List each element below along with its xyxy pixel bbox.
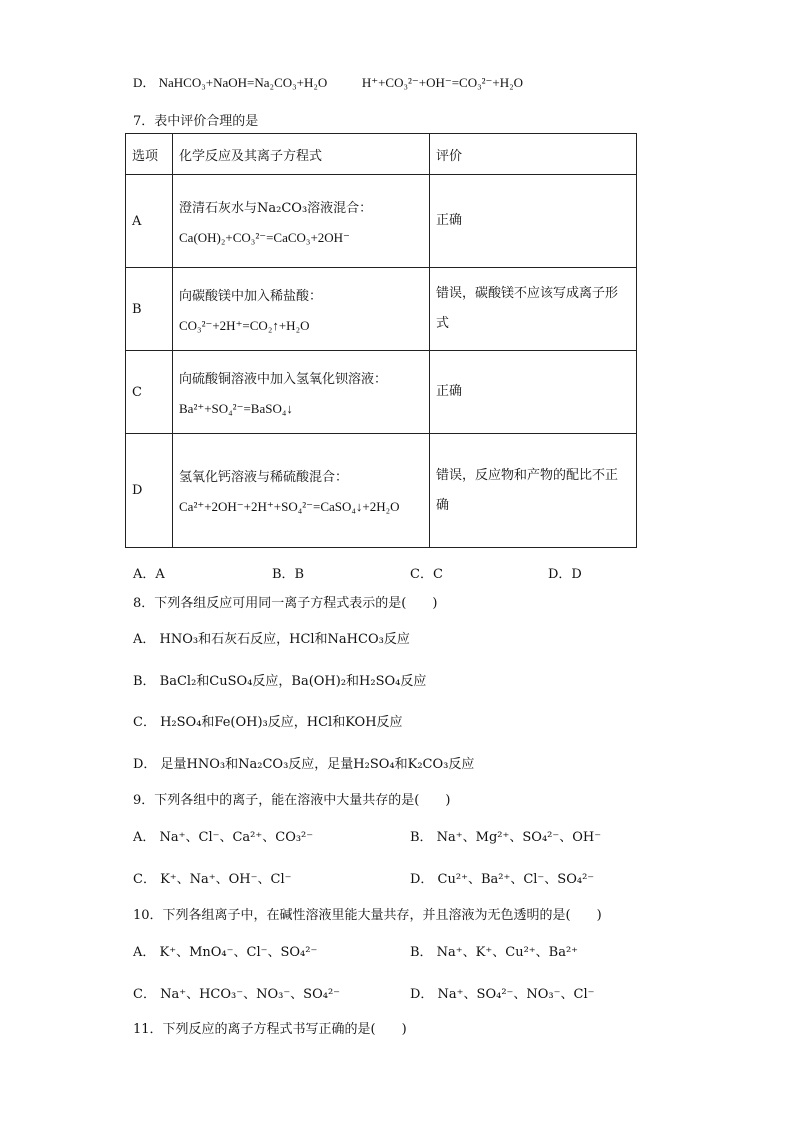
q7-table: [125, 133, 637, 548]
q9-option-a[interactable]: A． Na⁺、Cl⁻、Ca²⁺、CO₃²⁻: [133, 830, 314, 845]
equation-ionic: H⁺+CO₃²⁻+OH⁻=CO₃²⁻+H₂O: [361, 75, 524, 90]
row-reaction-cell: [173, 268, 430, 351]
table-row: [126, 268, 637, 351]
option-label: D．: [133, 75, 156, 90]
row-evaluation: 错误，反应物和产物的配比不正确: [430, 434, 637, 548]
row-equation: CO₃²⁻+2H⁺=CO₂↑+H₂O: [179, 317, 310, 333]
table-row: [126, 175, 637, 268]
q10-option-d[interactable]: D． Na⁺、SO₄²⁻、NO₃⁻、Cl⁻: [410, 987, 595, 1002]
row-evaluation: 错误，碳酸镁不应该写成离子形式: [430, 268, 637, 351]
q9-stem: 9．下列各组中的离子，能在溶液中大量共存的是( ): [133, 793, 451, 808]
q7-answer-d[interactable]: D．D: [548, 567, 582, 582]
q9-option-c[interactable]: C． K⁺、Na⁺、OH⁻、Cl⁻: [133, 872, 292, 887]
equation-molecular: NaHCO₃+NaOH=Na₂CO₃+H₂O: [158, 75, 328, 90]
q7-answer-b[interactable]: B．B: [272, 567, 305, 582]
q8-option-a[interactable]: A． HNO₃和石灰石反应，HCl和NaHCO₃反应: [133, 632, 410, 647]
row-option: A: [126, 175, 173, 268]
row-reaction-cell: [173, 351, 430, 434]
q8-option-c[interactable]: C． H₂SO₄和Fe(OH)₃反应，HCl和KOH反应: [133, 715, 403, 730]
row-option: B: [126, 268, 173, 351]
q10-option-b[interactable]: B． Na⁺、K⁺、Cu²⁺、Ba²⁺: [410, 945, 579, 960]
row-reaction: 向碳酸镁中加入稀盐酸：: [179, 288, 323, 304]
row-reaction-cell: [173, 434, 430, 548]
q10-stem: 10．下列各组离子中，在碱性溶液里能大量共存，并且溶液为无色透明的是( ): [133, 908, 602, 923]
row-reaction: 澄清石灰水与Na₂CO₃溶液混合：: [179, 200, 373, 216]
header-evaluation: 评价: [430, 134, 637, 175]
row-reaction-cell: [173, 175, 430, 268]
table-header-row: [126, 134, 637, 175]
row-evaluation: 正确: [430, 351, 637, 434]
table-row: [126, 434, 637, 548]
row-reaction: 氢氧化钙溶液与稀硫酸混合：: [179, 470, 349, 485]
q8-option-b[interactable]: B． BaCl₂和CuSO₄反应，Ba(OH)₂和H₂SO₄反应: [133, 674, 427, 689]
header-option: 选项: [126, 134, 173, 175]
row-reaction: 向硫酸铜溶液中加入氢氧化钡溶液：: [179, 371, 388, 387]
q9-option-d[interactable]: D． Cu²⁺、Ba²⁺、Cl⁻、SO₄²⁻: [410, 872, 595, 887]
row-equation: Ba²⁺+SO₄²⁻=BaSO₄↓: [179, 400, 293, 416]
q10-option-c[interactable]: C． Na⁺、HCO₃⁻、NO₃⁻、SO₄²⁻: [133, 987, 341, 1002]
q11-stem: 11．下列反应的离子方程式书写正确的是( ): [133, 1022, 407, 1037]
prev-question-option-d: [133, 72, 523, 91]
table-row: [126, 351, 637, 434]
row-option: C: [126, 351, 173, 434]
q7-answer-c[interactable]: C．C: [410, 567, 443, 582]
q7-stem: 7．表中评价合理的是: [133, 114, 259, 129]
q8-option-d[interactable]: D． 足量HNO₃和Na₂CO₃反应，足量H₂SO₄和K₂CO₃反应: [133, 757, 475, 772]
header-reaction: 化学反应及其离子方程式: [173, 134, 430, 175]
row-evaluation: 正确: [430, 175, 637, 268]
q8-stem: 8．下列各组反应可用同一离子方程式表示的是( ): [133, 596, 438, 611]
q7-answer-a[interactable]: A．A: [133, 567, 165, 582]
row-equation: Ca(OH)₂+CO₃²⁻=CaCO₃+2OH⁻: [179, 229, 350, 245]
row-option: D: [126, 434, 173, 548]
row-equation: Ca²⁺+2OH⁻+2H⁺+SO₄²⁻=CaSO₄↓+2H₂O: [179, 499, 400, 514]
q10-option-a[interactable]: A． K⁺、MnO₄⁻、Cl⁻、SO₄²⁻: [133, 945, 318, 960]
q9-option-b[interactable]: B． Na⁺、Mg²⁺、SO₄²⁻、OH⁻: [410, 830, 602, 845]
